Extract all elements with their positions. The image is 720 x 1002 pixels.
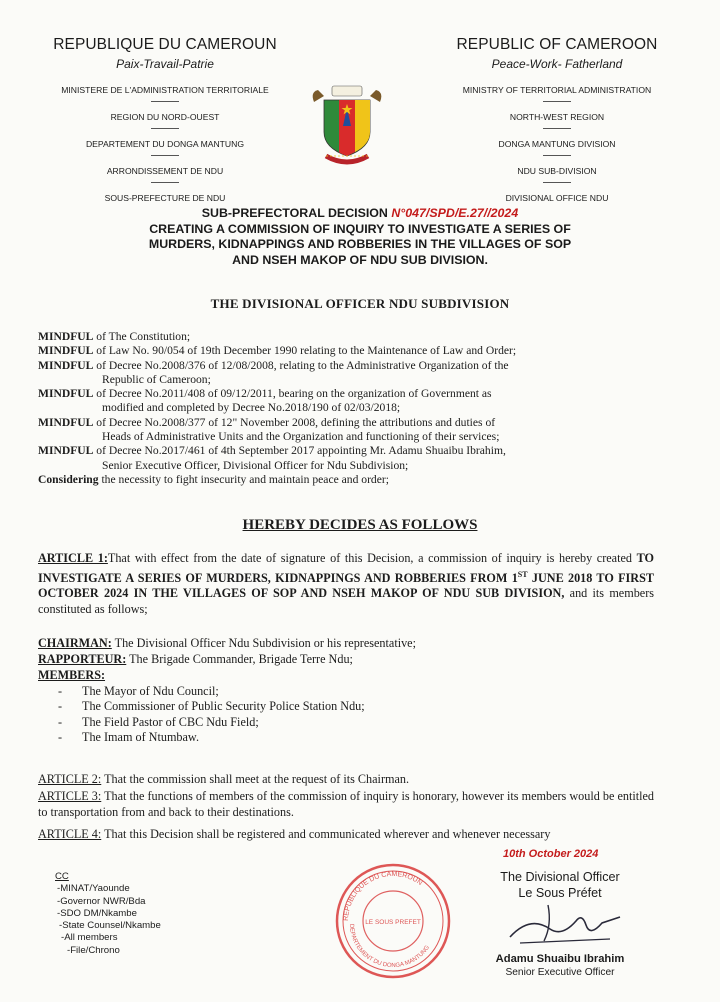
cc-item: -MINAT/Yaounde xyxy=(57,883,130,895)
preamble-clause: MINDFUL of Decree No.2008/376 of 12/08/2008, relating to the Administrative Organization of the xyxy=(38,358,509,372)
title-line: MURDERS, KIDNAPPINGS AND ROBBERIES IN THE VILLAGES OF SOP xyxy=(148,237,572,251)
stamp-text: DEPARTEMENT DU DONGA MANTUNG xyxy=(347,923,431,970)
preamble-clause: Considering the necessity to fight insecurity and maintain peace and order; xyxy=(38,472,389,486)
preamble xyxy=(38,330,678,487)
svg-text:DEPARTEMENT DU DONGA MANTUNG xyxy=(348,924,431,969)
preamble-clause-cont: Heads of Administrative Units and the Organization and functioning of their services; xyxy=(102,430,500,444)
members-list xyxy=(38,668,365,746)
members-label: MEMBERS: xyxy=(38,668,106,682)
title-line: CREATING A COMMISSION OF INQUIRY TO INVESTIGATE A SERIES OF xyxy=(149,221,571,236)
subdivision-en: NDU SUB-DIVISION xyxy=(517,166,597,176)
separator xyxy=(151,182,179,183)
authority-heading: THE DIVISIONAL OFFICER NDU SUBDIVISION xyxy=(210,296,510,311)
list-item: - The Commissioner of Public Security Police Station Ndu; xyxy=(58,699,365,714)
list-item: - The Imam of Ntumbaw. xyxy=(58,730,199,745)
preamble-clause: MINDFUL of The Constitution; xyxy=(38,330,191,343)
preamble-clause: MINDFUL of Decree No.2008/377 of 12" November 2008, defining the attributions and duties of xyxy=(38,415,496,429)
decision-label-line xyxy=(0,206,720,222)
decision-title xyxy=(0,206,720,268)
country-fr: REPUBLIQUE DU CAMEROUN xyxy=(53,36,277,53)
region-en: NORTH-WEST REGION xyxy=(509,112,605,122)
rapporteur-line: RAPPORTEUR: The Brigade Commander, Brigade Terre Ndu; xyxy=(38,652,353,666)
signer-rank: Senior Executive Officer xyxy=(505,967,615,978)
separator xyxy=(543,101,571,102)
article-1: ARTICLE 1:That with effect from the date of signature of this Decision, a commission of inquiry is hereby created TO INVESTIGATE A SERIES OF MURDERS, KIDNAPPINGS AND ROBBERIES FROM 1ST JUNE 2018 TO FIRST OCTOBER 2024 IN THE VILLAGES OF SOP AND NSEH MAKOP OF NDU SUB DIVISION, and its members constituted as follows; xyxy=(38,551,655,616)
motto-fr: Paix-Travail-Patrie xyxy=(116,57,214,71)
separator xyxy=(151,128,179,129)
preamble-clause-cont: Senior Executive Officer, Divisional Officer for Ndu Subdivision; xyxy=(102,458,409,472)
region-fr: REGION DU NORD-OUEST xyxy=(110,112,220,122)
header-left xyxy=(45,36,285,204)
motto-en: Peace-Work- Fatherland xyxy=(491,57,623,71)
coat-of-arms-icon xyxy=(306,82,388,172)
cc-item: -File/Chrono xyxy=(67,944,120,956)
ministry-fr: MINISTERE DE L'ADMINISTRATION TERRITORIALE xyxy=(61,85,269,95)
separator xyxy=(151,155,179,156)
decides-heading: HEREBY DECIDES AS FOLLOWS xyxy=(242,517,478,533)
signer-block xyxy=(460,953,660,978)
cc-item: -State Counsel/Nkambe xyxy=(59,920,161,932)
header-right xyxy=(437,36,677,204)
article-4: ARTICLE 4: That this Decision shall be registered and communicated wherever and whenever necessary xyxy=(38,827,551,841)
sous-prefecture-fr: SOUS-PREFECTURE DE NDU xyxy=(104,193,226,203)
department-fr: DEPARTEMENT DU DONGA MANTUNG xyxy=(85,139,245,149)
preamble-clause: MINDFUL of Law No. 90/054 of 19th December 1990 relating to the Maintenance of Law and Order; xyxy=(38,344,517,358)
cc-item: -Governor NWR/Bda xyxy=(57,895,146,907)
signature-icon xyxy=(490,895,640,955)
preamble-clause: MINDFUL of Decree No.2017/461 of 4th September 2017 appointing Mr. Adamu Shuaibu Ibrahim, xyxy=(38,444,506,458)
list-item: - The Mayor of Ndu Council; xyxy=(58,683,219,698)
cc-list xyxy=(55,871,161,957)
preamble-clause: MINDFUL of Decree No.2011/408 of 09/12/2011, bearing on the organization of Government as xyxy=(38,387,492,401)
signatory-title: The Divisional Officer Le Sous Préfet xyxy=(500,870,620,900)
chairman-line: CHAIRMAN: The Divisional Officer Ndu Subdivision or his representative; xyxy=(38,636,416,650)
stamp-text: REPUBLIQUE DU CAMEROUN xyxy=(342,870,424,922)
signer-name: Adamu Shuaibu Ibrahim xyxy=(495,953,625,965)
title-line: AND NSEH MAKOP OF NDU SUB DIVISION. xyxy=(232,252,488,267)
cc-item: -All members xyxy=(61,932,118,944)
separator xyxy=(151,101,179,102)
decision-date: 10th October 2024 xyxy=(503,848,599,860)
preamble-clause-cont: Republic of Cameroon; xyxy=(102,372,211,386)
official-stamp xyxy=(334,862,452,980)
decision-reference: N°047/SPD/E.27//2024 xyxy=(391,206,519,220)
separator xyxy=(543,182,571,183)
preamble-clause-cont: modified and completed by Decree No.2018/190 of 02/03/2018; xyxy=(102,401,401,415)
division-en: DONGA MANTUNG DIVISION xyxy=(498,139,616,149)
cc-label: CC xyxy=(55,871,69,882)
country-en: REPUBLIC OF CAMEROON xyxy=(456,36,658,53)
decision-label: SUB-PREFECTORAL DECISION xyxy=(201,206,388,220)
cc-item: -SDO DM/Nkambe xyxy=(57,907,137,919)
arrondissement-fr: ARRONDISSEMENT DE NDU xyxy=(106,166,224,176)
list-item: - The Field Pastor of CBC Ndu Field; xyxy=(58,714,259,729)
separator xyxy=(543,128,571,129)
divisional-office-en: DIVISIONAL OFFICE NDU xyxy=(505,193,609,203)
article-2: ARTICLE 2: That the commission shall meet at the request of its Chairman. xyxy=(38,772,410,786)
ministry-en: MINISTRY OF TERRITORIAL ADMINISTRATION xyxy=(462,85,652,95)
separator xyxy=(543,155,571,156)
article-3: ARTICLE 3: That the functions of members of the commission of inquiry is honorary, however its members would be entitled to transportation from and back to their destinations. xyxy=(38,789,654,819)
stamp-text: LE SOUS PREFET xyxy=(365,919,421,926)
